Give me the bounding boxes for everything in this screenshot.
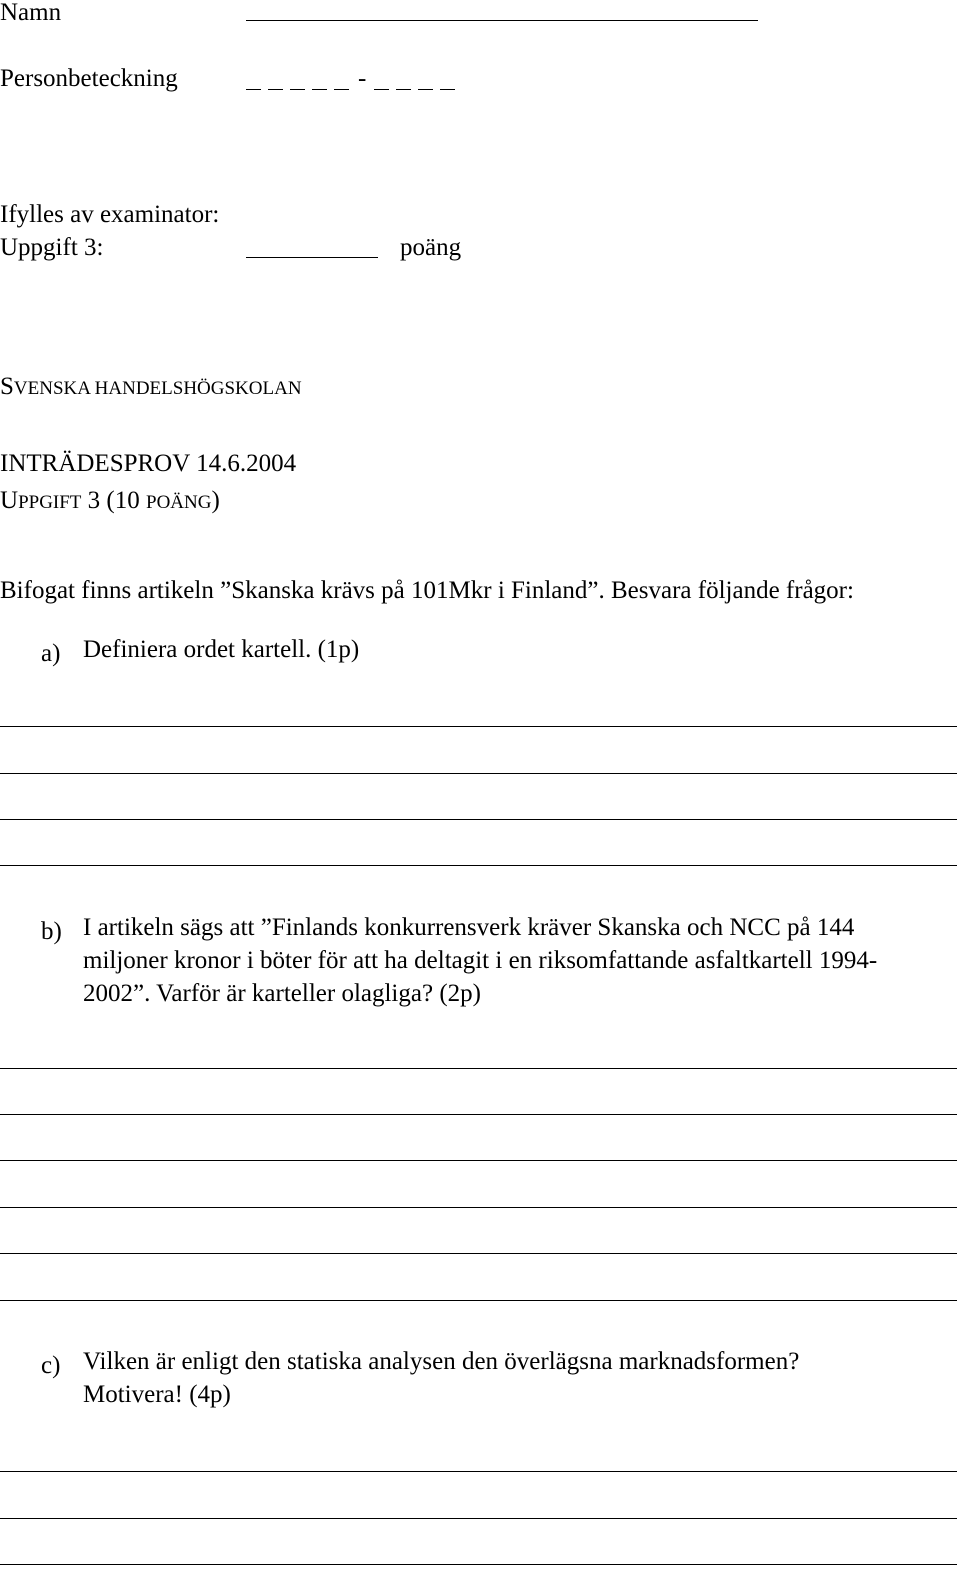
id-digit-blank[interactable] <box>246 89 261 90</box>
id-digit-blank[interactable] <box>440 89 455 90</box>
school-name-initial: S <box>0 373 14 400</box>
score-label: Uppgift 3: <box>0 234 104 261</box>
answer-line-b5[interactable] <box>0 1253 957 1254</box>
answer-line-c1[interactable] <box>0 1471 957 1472</box>
score-field[interactable] <box>246 257 378 258</box>
id-digit-blank[interactable] <box>312 89 327 90</box>
question-a-text <box>83 633 359 666</box>
question-a-letter: a) <box>41 640 61 667</box>
id-separator: - <box>358 65 367 92</box>
answer-line-a2[interactable] <box>0 773 957 774</box>
answer-line-b2[interactable] <box>0 1114 957 1115</box>
question-b-letter: b) <box>41 918 62 945</box>
question-c-letter: c) <box>41 1352 61 1379</box>
name-field[interactable] <box>246 20 758 21</box>
answer-line-b1[interactable] <box>0 1068 957 1069</box>
examiner-label: Ifylles av examinator: <box>0 201 220 228</box>
answer-line-b6[interactable] <box>0 1300 957 1301</box>
id-digit-blank[interactable] <box>290 89 305 90</box>
task-heading-points: POÄNG <box>146 492 212 513</box>
answer-line-c3[interactable] <box>0 1564 957 1565</box>
intro-text: Bifogat finns artikeln ”Skanska krävs på 101Mkr i Finland”. Besvara följande frågor: <box>0 577 854 604</box>
task-heading-small: PPGIFT <box>18 492 82 513</box>
answer-line-c2[interactable] <box>0 1518 957 1519</box>
task-heading <box>0 488 220 513</box>
question-b-text <box>83 911 877 1010</box>
id-digit-blank[interactable] <box>268 89 283 90</box>
id-label: Personbeteckning <box>0 65 178 92</box>
exam-title: INTRÄDESPROV 14.6.2004 <box>0 450 297 477</box>
question-line: I artikeln sägs att ”Finlands konkurrensverk kräver Skanska och NCC på 144 <box>83 914 855 941</box>
question-line: 2002”. Varför är karteller olagliga? (2p) <box>83 980 481 1007</box>
id-digit-blank[interactable] <box>374 89 389 90</box>
answer-line-a3[interactable] <box>0 819 957 820</box>
id-digit-blank[interactable] <box>418 89 433 90</box>
question-c-text <box>83 1345 799 1411</box>
task-heading-number: 3 (10 <box>81 487 146 514</box>
id-digit-blank[interactable] <box>396 89 411 90</box>
id-field[interactable] <box>246 66 462 91</box>
task-heading-close: ) <box>211 487 220 514</box>
question-line: Motivera! (4p) <box>83 1381 231 1408</box>
school-name-rest: VENSKA HANDELSHÖGSKOLAN <box>13 378 302 399</box>
answer-line-a1[interactable] <box>0 726 957 727</box>
name-label: Namn <box>0 0 62 26</box>
id-digit-blank[interactable] <box>334 89 349 90</box>
question-line: Vilken är enligt den statiska analysen den överlägsna marknadsformen? <box>83 1348 800 1375</box>
question-line: Definiera ordet kartell. (1p) <box>83 636 360 663</box>
answer-line-a4[interactable] <box>0 865 957 866</box>
score-unit: poäng <box>400 234 462 261</box>
task-heading-initial: U <box>0 487 19 514</box>
question-line: miljoner kronor i böter för att ha deltagit i en riksomfattande asfaltkartell 1994- <box>83 947 878 974</box>
answer-line-b4[interactable] <box>0 1207 957 1208</box>
answer-line-b3[interactable] <box>0 1160 957 1161</box>
school-name <box>0 374 302 399</box>
